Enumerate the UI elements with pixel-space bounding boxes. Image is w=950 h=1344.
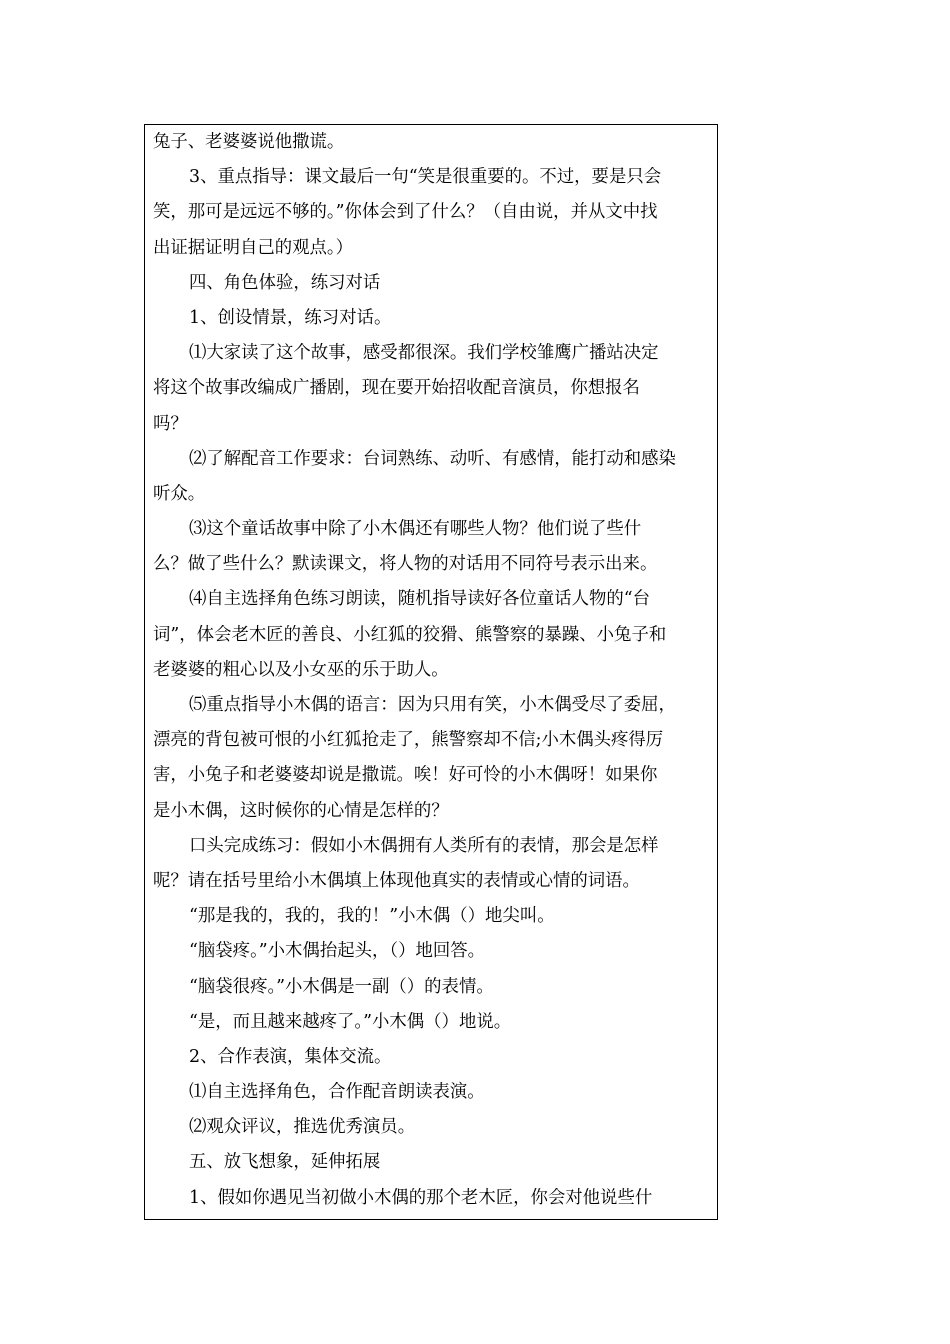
lesson-plan-table-cell [144,124,718,1220]
section-heading: 四、角色体验，练习对话 [189,272,381,293]
exercise-sentence: “脑袋很疼。”小木偶是一副（）的表情。 [189,976,494,997]
exercise-sentence: “是，而且越来越疼了。”小木偶（）地说。 [189,1011,512,1032]
exercise-sentence: “那是我的，我的，我的！”小木偶（）地尖叫。 [189,906,555,927]
section-heading: 五、放飞想象，延伸拓展 [189,1152,381,1173]
text-line: ⑵了解配音工作要求：台词熟练、动听、有感情，能打动和感染 [189,448,676,469]
text-line: 呢？请在括号里给小木偶填上体现他真实的表情或心情的词语。 [153,870,640,891]
text-line: 笑，那可是远远不够的。”你体会到了什么？（自由说，并从文中找 [153,202,658,223]
text-line: 是小木偶，这时候你的心情是怎样的？ [153,800,449,821]
text-line: 听众。 [153,483,206,504]
text-line: 1、假如你遇见当初做小木偶的那个老木匠，你会对他说些什 [189,1187,653,1208]
text-line: ⑵观众评议，推选优秀演员。 [189,1117,416,1138]
text-line: ⑴大家读了这个故事，感受都很深。我们学校雏鹰广播站决定 [189,343,659,364]
text-line: 老婆婆的粗心以及小女巫的乐于助人。 [153,659,449,680]
text-line: 兔子、老婆婆说他撒谎。 [153,132,345,152]
text-line: 出证据证明自己的观点。） [153,237,353,258]
text-line: 害，小兔子和老婆婆却说是撒谎。唉！好可怜的小木偶呀！如果你 [153,765,658,786]
text-line: 吗？ [153,413,188,434]
text-line: 1、创设情景，练习对话。 [189,307,392,328]
text-line: ⑴自主选择角色，合作配音朗读表演。 [189,1082,485,1103]
text-line: 将这个故事改编成广播剧，现在要开始招收配音演员，你想报名 [153,378,640,399]
text-line: 词”，体会老木匠的善良、小红狐的狡猾、熊警察的暴躁、小兔子和 [153,624,667,645]
text-line: 2、合作表演，集体交流。 [189,1046,392,1067]
lesson-plan-text [153,125,713,1216]
text-line: 3、重点指导：课文最后一句“笑是很重要的。不过，要是只会 [189,167,662,188]
text-line: 么？做了些什么？默读课文，将人物的对话用不同符号表示出来。 [153,554,658,575]
text-line: ⑷自主选择角色练习朗读，随机指导读好各位童话人物的“台 [189,589,651,610]
text-line: 漂亮的背包被可恨的小红狐抢走了，熊警察却不信;小木偶头疼得厉 [153,730,664,751]
exercise-sentence: “脑袋疼。”小木偶抬起头，（）地回答。 [189,941,486,962]
text-line: 口头完成练习：假如小木偶拥有人类所有的表情，那会是怎样 [189,835,659,856]
text-line: ⑶这个童话故事中除了小木偶还有哪些人物？他们说了些什 [189,519,642,540]
text-line: ⑸重点指导小木偶的语言：因为只用有笑，小木偶受尽了委屈， [189,695,676,715]
